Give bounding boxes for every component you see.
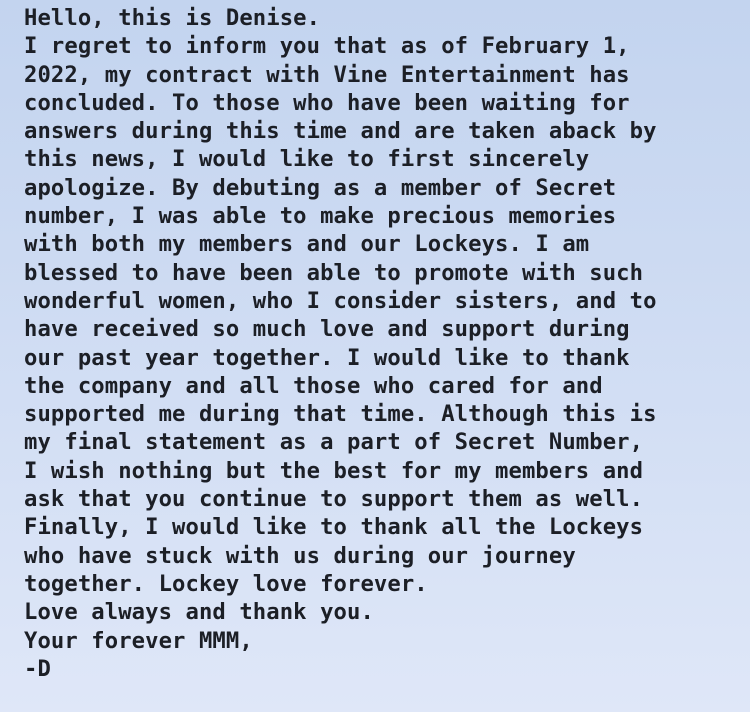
letter-line: number, I was able to make precious memories [24,203,617,230]
letter-line: Love always and thank you. [24,599,374,626]
letter-line: blessed to have been able to promote with such [24,259,644,286]
letter-line: Finally, I would like to thank all the Lockeys [24,514,644,541]
letter-line: Hello, this is Denise. [24,5,321,31]
letter-line: apologize. By debuting as a member of Secret [24,174,617,201]
letter-line: 2022, my contract with Vine Entertainment has [24,61,630,88]
letter-line: together. Lockey love forever. [24,570,428,597]
letter-line: wonderful women, who I consider sisters, and to [24,287,657,314]
letter-line: our past year together. I would like to thank [24,344,630,371]
letter-line: supported me during that time. Although this is [24,401,657,428]
letter-line: I regret to inform you that as of February 1, [24,33,630,60]
letter-signature: -D [24,655,51,682]
letter-line: who have stuck with us during our journey [24,542,576,569]
letter-line: with both my members and our Lockeys. I am [24,231,590,258]
letter-line: I wish nothing but the best for my members and [24,457,644,484]
letter-body [24,4,736,683]
letter-line: concluded. To those who have been waiting for [24,89,630,116]
letter-line: my final statement as a part of Secret Number, [24,429,644,456]
letter-line: answers during this time and are taken aback by [24,118,657,145]
letter-line: Your forever MMM, [24,627,253,654]
letter-line: this news, I would like to first sincerely [24,146,590,173]
letter-line: have received so much love and support during [24,316,630,343]
letter-line: the company and all those who cared for and [24,372,603,399]
letter-line: ask that you continue to support them as well. [24,486,644,513]
